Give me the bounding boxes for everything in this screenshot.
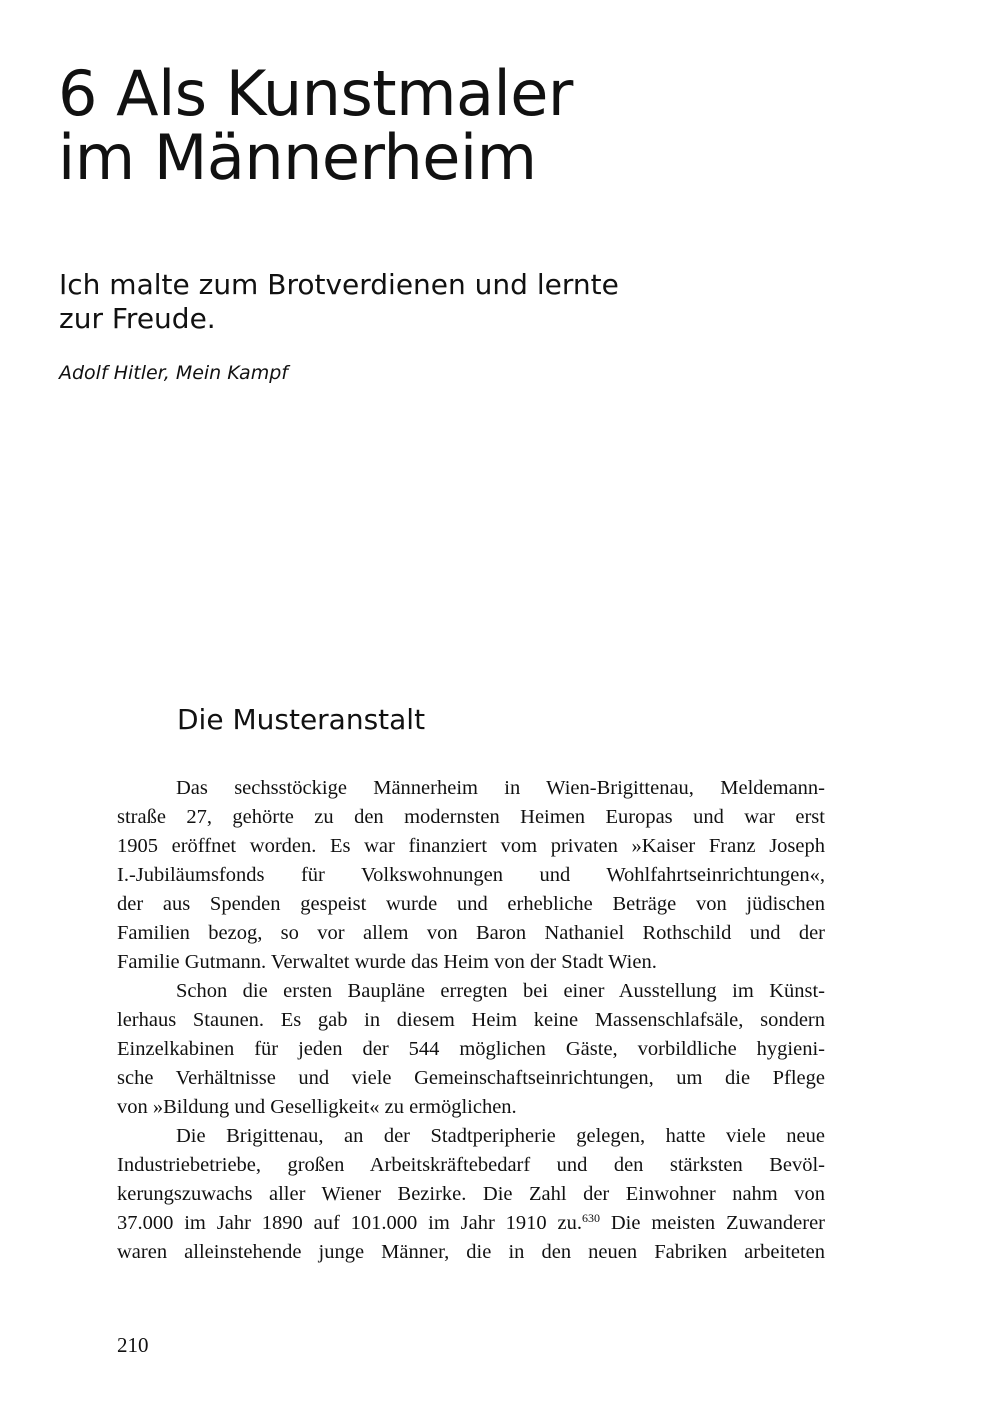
text-line-with-footnote bbox=[117, 1209, 825, 1238]
text-line: Industriebetriebe, großen Arbeitskräftebedarf und den stärksten Bevöl- bbox=[117, 1154, 825, 1176]
page-number: 210 bbox=[117, 1333, 149, 1357]
footnote-reference[interactable]: 630 bbox=[582, 1211, 601, 1225]
section-heading: Die Musteranstalt bbox=[177, 703, 426, 736]
text-line: Das sechsstöckige Männerheim in Wien-Brigittenau, Meldemann- bbox=[176, 777, 825, 799]
chapter-title-line-1: 6 Als Kunstmaler bbox=[58, 57, 573, 130]
text-line: Familien bezog, so vor allem von Baron Nathaniel Rothschild und der bbox=[117, 922, 825, 944]
text-line: der aus Spenden gespeist wurde und erhebliche Beträge von jüdischen bbox=[117, 893, 825, 915]
chapter-title bbox=[58, 57, 958, 194]
text-line: Schon die ersten Baupläne erregten bei einer Ausstellung im Künst- bbox=[176, 980, 825, 1002]
text-line: Einzelkabinen für jeden der 544 möglichen Gäste, vorbildliche hygieni- bbox=[117, 1038, 825, 1060]
text-line: Die Brigittenau, an der Stadtperipherie gelegen, hatte viele neue bbox=[176, 1125, 825, 1147]
text-line: sche Verhältnisse und viele Gemeinschaftseinrichtungen, um die Pflege bbox=[117, 1067, 825, 1089]
body-text bbox=[117, 774, 825, 1267]
paragraph-3 bbox=[117, 1122, 825, 1267]
text-line: kerungszuwachs aller Wiener Bezirke. Die Zahl der Einwohner nahm von bbox=[117, 1183, 825, 1205]
text-line: von »Bildung und Geselligkeit« zu ermöglichen. bbox=[117, 1096, 517, 1118]
paragraph-1 bbox=[117, 774, 825, 977]
paragraph-2 bbox=[117, 977, 825, 1122]
text-line: straße 27, gehörte zu den modernsten Heimen Europas und war erst bbox=[117, 806, 825, 828]
text-segment: 37.000 im Jahr 1890 auf 101.000 im Jahr 1910 zu. bbox=[117, 1212, 583, 1234]
text-line: lerhaus Staunen. Es gab in diesem Heim keine Massenschlafsäle, sondern bbox=[117, 1009, 825, 1031]
epigraph-line-2: zur Freude. bbox=[59, 302, 216, 335]
text-line: I.-Jubiläumsfonds für Volkswohnungen und Wohlfahrtseinrichtungen«, bbox=[117, 864, 825, 886]
text-line: 1905 eröffnet worden. Es war finanziert vom privaten »Kaiser Franz Joseph bbox=[117, 835, 825, 857]
text-line: Familie Gutmann. Verwaltet wurde das Heim von der Stadt Wien. bbox=[117, 951, 657, 973]
epigraph-source: Adolf Hitler, Mein Kampf bbox=[59, 362, 288, 384]
text-segment: Die meisten Zuwanderer bbox=[600, 1212, 825, 1234]
chapter-title-line-2: im Männerheim bbox=[58, 121, 537, 194]
text-line: waren alleinstehende junge Männer, die in den neuen Fabriken arbeiteten bbox=[117, 1241, 825, 1263]
epigraph-line-1: Ich malte zum Brotverdienen und lernte bbox=[59, 268, 619, 301]
epigraph-quote bbox=[59, 268, 859, 336]
